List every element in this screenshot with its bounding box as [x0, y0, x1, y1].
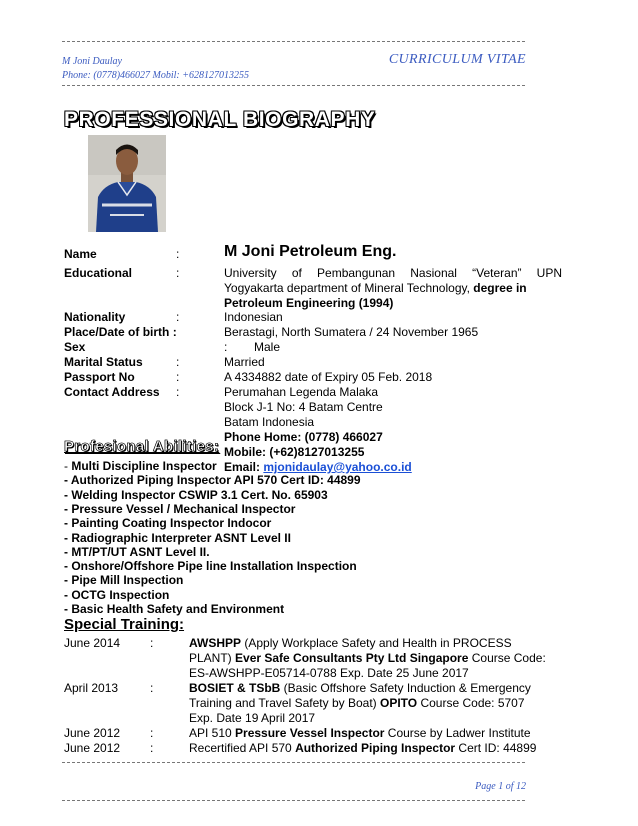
- passport-value: A 4334882 date of Expiry 05 Feb. 2018: [224, 370, 433, 384]
- t2-p2: Training and Travel Safety by Boat): [189, 696, 380, 710]
- contact-label: Contact Address: [64, 385, 160, 399]
- ability-bullet: -: [64, 602, 72, 616]
- ability-item: [64, 573, 183, 587]
- training-2-sep: :: [150, 681, 154, 695]
- ability-bullet: -: [64, 587, 72, 602]
- edu-sep: :: [176, 266, 180, 280]
- ability-bullet: -: [64, 501, 72, 516]
- training-4-date: June 2012: [64, 741, 121, 755]
- ability-item: [64, 588, 169, 602]
- sex-value: : Male: [224, 340, 281, 354]
- header-divider-bottom: [62, 85, 525, 86]
- ability-item: [64, 531, 291, 545]
- ability-text: Authorized Piping Inspector API 570 Cert ID: 44899: [70, 473, 361, 488]
- ability-text: Radiographic Interpreter ASNT Level II: [71, 530, 291, 545]
- ability-bullet: -: [64, 530, 72, 545]
- edu-value: [224, 266, 562, 311]
- header-name: M Joni Daulay: [62, 56, 122, 67]
- phone-home: Phone Home: (0778) 466027: [224, 430, 383, 444]
- t1-p4: ES-AWSHPP-E05714-0788 Exp. Date 25 June 2017: [189, 666, 469, 680]
- t2-b2: OPITO: [380, 696, 418, 710]
- ability-item: [64, 488, 328, 502]
- ability-bullet: -: [64, 516, 72, 531]
- t3-p2: Course by Ladwer Institute: [384, 726, 531, 740]
- mobile: Mobile: (+62)8127013255: [224, 445, 365, 459]
- ability-item: [64, 559, 357, 573]
- contact-address: [224, 385, 562, 475]
- edu-degree: degree in: [473, 281, 527, 295]
- header-phones: Phone: (0778)466027 Mobil: +628127013255: [62, 70, 250, 81]
- header-doc-type: CURRICULUM VITAE: [388, 52, 526, 67]
- profile-photo: [88, 135, 166, 232]
- edu-label: Educational: [64, 266, 133, 280]
- page-number: Page 1 of 12: [475, 781, 526, 792]
- ability-bullet: -: [64, 473, 71, 488]
- training-3-date: June 2012: [64, 726, 121, 740]
- t4-p1: Recertified API 570: [189, 741, 296, 755]
- ability-text: Painting Coating Inspector Indocor: [71, 516, 272, 531]
- training-4-sep: :: [150, 741, 154, 755]
- ability-item: [64, 545, 210, 559]
- address-line-2: Block J-1 No: 4 Batam Centre: [224, 400, 383, 414]
- ability-text: MT/PT/UT ASNT Level II.: [71, 544, 210, 559]
- training-4-desc: [189, 741, 561, 756]
- training-2-desc: [189, 681, 561, 726]
- address-line-1: Perumahan Legenda Malaka: [224, 385, 379, 399]
- training-3-sep: :: [150, 726, 154, 740]
- t1-b1: AWSHPP: [189, 636, 242, 650]
- ability-text: Pipe Mill Inspection: [71, 573, 184, 588]
- t2-p1: (Basic Offshore Safety Induction & Emergency: [280, 681, 531, 695]
- birth-label: Place/Date of birth :: [64, 325, 177, 339]
- ability-item: [64, 473, 361, 487]
- ability-text: Multi Discipline Inspector: [71, 459, 217, 473]
- ability-text: Welding Inspector CSWIP 3.1 Cert. No. 65903: [71, 487, 328, 502]
- t2-p3: Course Code: 5707: [417, 696, 525, 710]
- t3-p1: API 510: [189, 726, 236, 740]
- name-label: Name: [64, 247, 97, 261]
- t1-p2: PLANT): [189, 651, 236, 665]
- nationality-value: Indonesian: [224, 310, 283, 324]
- birth-value: Berastagi, North Sumatera / 24 November 1965: [224, 325, 479, 339]
- name-value: M Joni Petroleum Eng.: [224, 243, 397, 260]
- t4-b1: Authorized Piping Inspector: [295, 741, 456, 755]
- training-1-desc: [189, 636, 561, 681]
- t4-p2: Cert ID: 44899: [455, 741, 537, 755]
- header-divider-top: [62, 41, 525, 42]
- marital-label: Marital Status: [64, 355, 143, 369]
- training-2-date: April 2013: [64, 681, 119, 695]
- ability-item: [64, 516, 271, 530]
- training-1-sep: :: [150, 636, 154, 650]
- ability-bullet: -: [64, 487, 72, 502]
- ability-item: [64, 502, 295, 516]
- ability-item: [64, 602, 284, 616]
- t1-p3: Course Code:: [468, 651, 546, 665]
- footer-divider-bottom: [62, 800, 525, 801]
- marital-value: Married: [224, 355, 265, 369]
- training-1-date: June 2014: [64, 636, 121, 650]
- address-line-3: Batam Indonesia: [224, 415, 315, 429]
- training-heading: Special Training:: [64, 616, 185, 633]
- t3-b1: Pressure Vessel Inspector: [235, 726, 385, 740]
- ability-text: Basic Health Safety and Environment: [71, 602, 285, 616]
- contact-sep: :: [176, 385, 180, 399]
- sex-label: Sex: [64, 340, 86, 354]
- ability-bullet: -: [64, 573, 72, 588]
- edu-text: University of Pembangunan Nasional “Veteran” UPN Yogyakarta department of Mineral Technology,: [224, 266, 562, 295]
- ability-bullet: -: [64, 459, 72, 473]
- footer-divider-top: [62, 762, 525, 763]
- email-link[interactable]: mjonidaulay@yahoo.co.id: [263, 460, 412, 474]
- t2-b1: BOSIET & TSbB: [189, 681, 281, 695]
- passport-sep: :: [176, 370, 180, 384]
- abilities-heading: Profesional Abilities:: [64, 438, 220, 455]
- passport-label: Passport No: [64, 370, 135, 384]
- edu-field: Petroleum Engineering (1994): [224, 296, 394, 310]
- ability-text: Onshore/Offshore Pipe line Installation Inspection: [71, 559, 357, 574]
- ability-item: [64, 459, 217, 473]
- ability-text: OCTG Inspection: [71, 587, 170, 602]
- t1-b2: Ever Safe Consultants Pty Ltd Singapore: [235, 651, 469, 665]
- nationality-label: Nationality: [64, 310, 126, 324]
- t1-p1: (Apply Workplace Safety and Health in PROCESS: [241, 636, 512, 650]
- email-label: Email:: [224, 460, 264, 474]
- ability-bullet: -: [64, 559, 72, 574]
- marital-sep: :: [176, 355, 180, 369]
- ability-bullet: -: [64, 544, 72, 559]
- name-sep: :: [176, 247, 180, 261]
- ability-text: Pressure Vessel / Mechanical Inspector: [71, 501, 296, 516]
- training-3-desc: [189, 726, 561, 741]
- nationality-sep: :: [176, 310, 180, 324]
- page-title: PROFESSIONAL BIOGRAPHY: [64, 108, 376, 131]
- t2-p4: Exp. Date 19 April 2017: [189, 711, 316, 725]
